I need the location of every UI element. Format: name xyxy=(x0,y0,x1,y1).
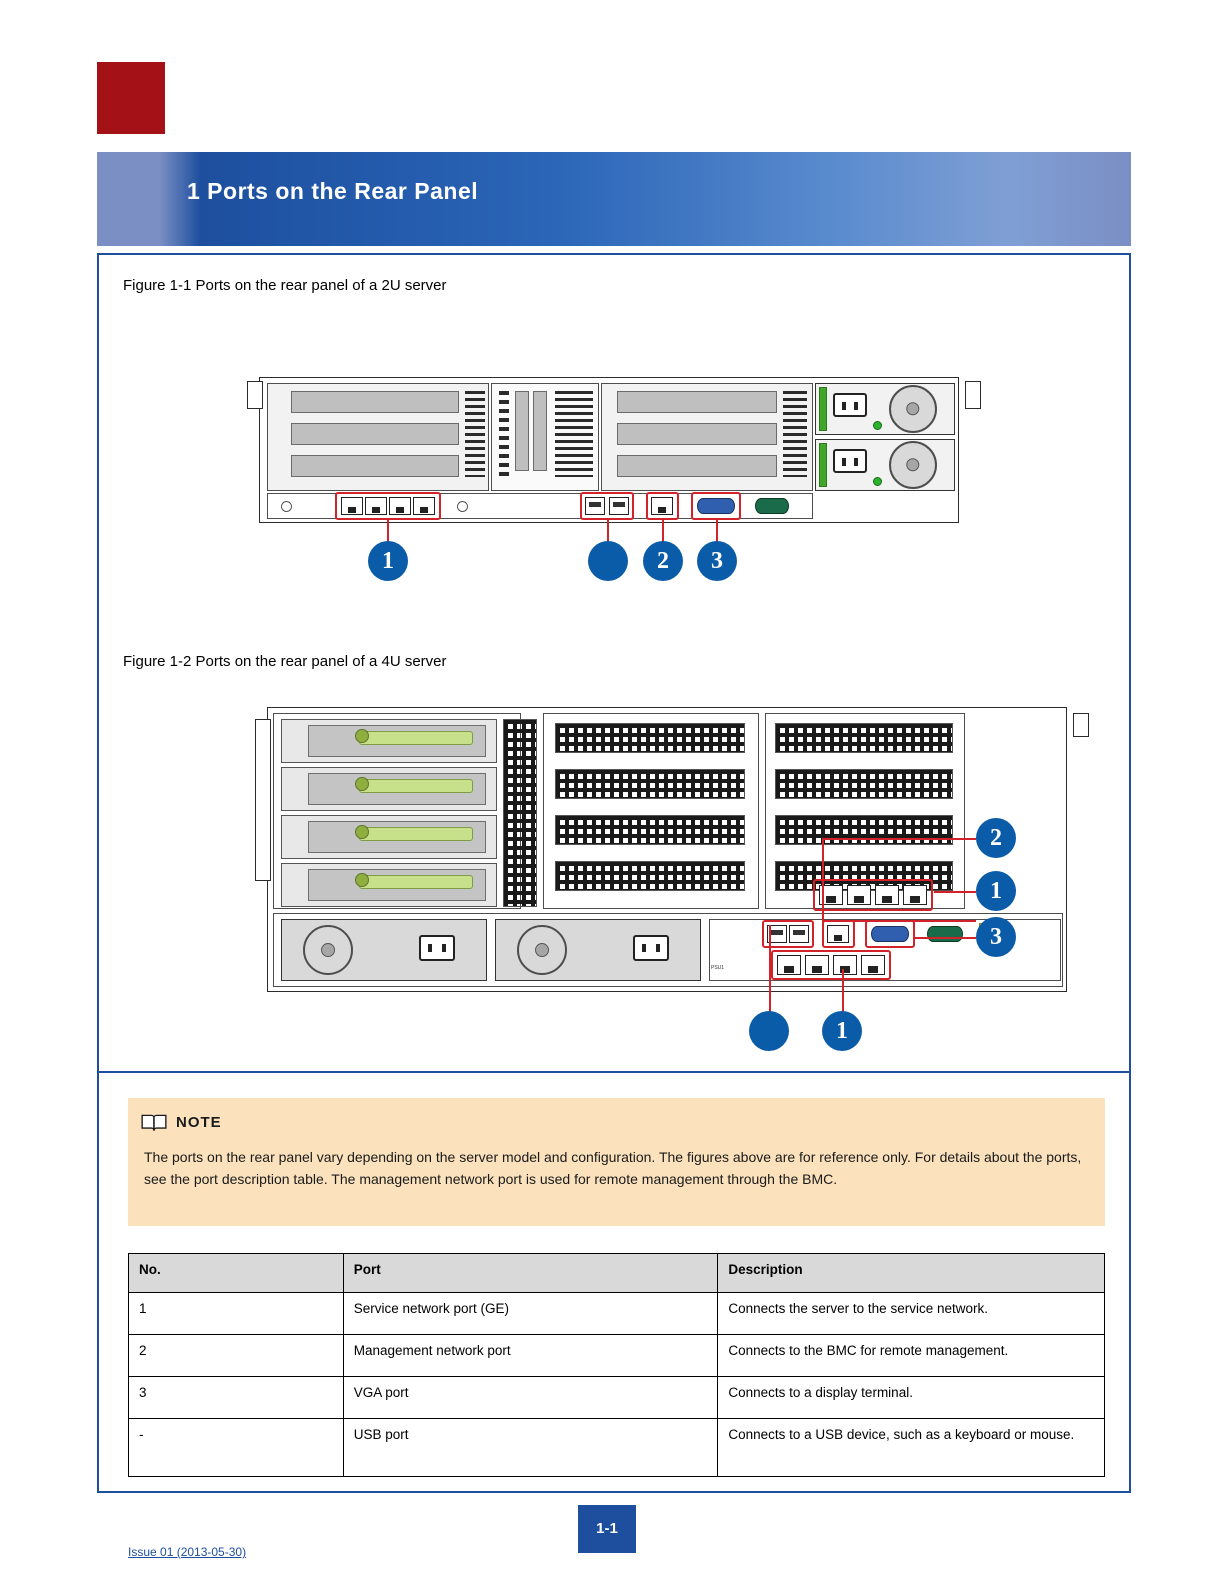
cell-description: Connects to a display terminal. xyxy=(718,1377,1105,1419)
note-text: The ports on the rear panel vary depending on the server model and configuration. The figures above are for reference only. For details about the ports, see the port description table. The management network port is used for remote management through the BMC. xyxy=(144,1149,1082,1187)
callout-region-service-ports-bottom-upper xyxy=(813,879,933,911)
cell-no: 2 xyxy=(129,1335,344,1377)
page-title: 1 Ports on the Rear Panel xyxy=(187,178,479,204)
cell-no: 1 xyxy=(129,1293,344,1335)
corner-mark xyxy=(97,62,165,134)
callout-region-service-ports-bottom-lower xyxy=(771,950,891,980)
callout-bubble-3-bottom: 3 xyxy=(976,917,1016,957)
port-description-table xyxy=(128,1253,1105,1477)
cell-port: Service network port (GE) xyxy=(343,1293,718,1335)
callout-bubble-1b-bottom: 1 xyxy=(822,1011,862,1051)
cell-port: Management network port xyxy=(343,1335,718,1377)
callout-bubble-2-bottom: 2 xyxy=(976,818,1016,858)
table-header-description: Description xyxy=(718,1254,1105,1293)
leader-line xyxy=(914,937,976,939)
note-callout xyxy=(128,1098,1105,1226)
cell-no: 3 xyxy=(129,1377,344,1419)
leader-line xyxy=(822,838,824,922)
cell-description: Connects to the BMC for remote management. xyxy=(718,1335,1105,1377)
table-header-row xyxy=(129,1254,1105,1293)
leader-line xyxy=(822,838,976,840)
psu-label: PSU1 xyxy=(711,965,725,971)
callout-region-usb-top xyxy=(580,492,634,520)
callout-region-vga-top xyxy=(691,492,741,520)
footer-link[interactable]: Issue 01 (2013-05-30) xyxy=(128,1545,247,1559)
callout-region-service-ports-top xyxy=(335,492,441,520)
table-row xyxy=(129,1377,1105,1419)
callout-bubble-usb-bottom xyxy=(749,1011,789,1051)
table-row xyxy=(129,1419,1105,1477)
cell-port: VGA port xyxy=(343,1377,718,1419)
page-number: 1-1 xyxy=(578,1505,636,1553)
leader-line xyxy=(769,925,771,1013)
callout-region-vga-bottom xyxy=(865,920,915,948)
callout-bubble-1-bottom: 1 xyxy=(976,871,1016,911)
figure-container xyxy=(97,253,1131,1073)
leader-line xyxy=(934,891,976,893)
figure-caption-bottom: Figure 1-2 Ports on the rear panel of a 4U server xyxy=(123,653,447,670)
callout-bubble-2-top: 2 xyxy=(643,541,683,581)
cell-description: Connects the server to the service network. xyxy=(718,1293,1105,1335)
server-rear-4u-illustration xyxy=(267,707,1077,997)
cell-description: Connects to a USB device, such as a keyboard or mouse. xyxy=(718,1419,1105,1477)
callout-bubble-3-top: 3 xyxy=(697,541,737,581)
table-header-port: Port xyxy=(343,1254,718,1293)
callout-region-mgmt-top xyxy=(646,492,679,520)
table-row xyxy=(129,1293,1105,1335)
callout-bubble-usb-top xyxy=(588,541,628,581)
figure-caption-top: Figure 1-1 Ports on the rear panel of a 2U server xyxy=(123,277,447,294)
leader-line xyxy=(842,969,844,1013)
leader-line xyxy=(822,920,976,922)
callout-bubble-1-top: 1 xyxy=(368,541,408,581)
cell-port: USB port xyxy=(343,1419,718,1477)
table-header-no: No. xyxy=(129,1254,344,1293)
chapter-header-band xyxy=(97,152,1131,246)
server-rear-2u-illustration xyxy=(259,377,969,527)
table-row xyxy=(129,1335,1105,1377)
book-icon xyxy=(140,1112,168,1134)
note-label: NOTE xyxy=(176,1114,222,1131)
cell-no: - xyxy=(129,1419,344,1477)
callout-region-mgmt-bottom xyxy=(822,920,855,948)
